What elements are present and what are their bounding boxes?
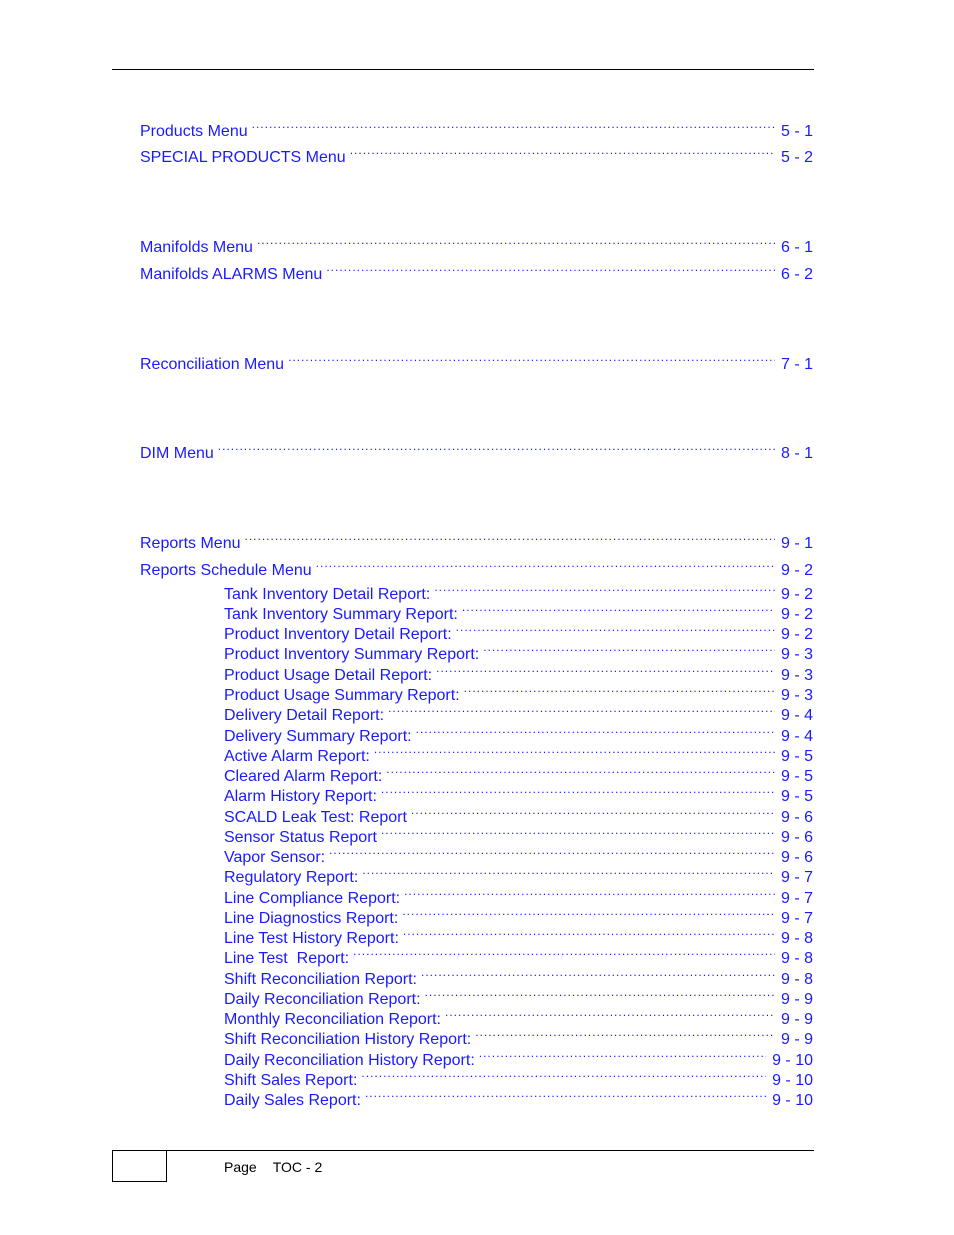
toc-entry-title: Monthly Reconciliation Report:: [224, 1011, 441, 1028]
toc-entry-title: Manifolds ALARMS Menu: [140, 266, 323, 283]
toc-entry-page: 6 - 1: [780, 239, 813, 256]
toc-entry-title: Delivery Summary Report:: [224, 728, 412, 745]
dot-leader: [329, 842, 775, 862]
toc-entry-title: Cleared Alarm Report:: [224, 768, 383, 785]
dot-leader: [434, 579, 775, 599]
toc-entry-title: Alarm History Report:: [224, 788, 377, 805]
toc-entry-title: Reports Menu: [140, 535, 241, 552]
toc-entry-title: Reconciliation Menu: [140, 356, 285, 373]
dot-leader: [218, 438, 775, 458]
toc-sub-entry[interactable]: [224, 1024, 813, 1048]
toc-entry-title: Manifolds Menu: [140, 239, 253, 256]
dot-leader: [421, 964, 775, 984]
dot-leader: [288, 349, 775, 369]
toc-sub-entry[interactable]: [224, 579, 813, 603]
toc-entry-page: 5 - 2: [780, 149, 813, 166]
toc-sub-entry[interactable]: [224, 781, 813, 805]
toc-entry-page: 5 - 1: [780, 123, 813, 140]
toc-entry-page: 9 - 10: [772, 1092, 813, 1109]
toc-entry-page: 9 - 4: [780, 707, 813, 724]
toc-sub-entry[interactable]: [224, 619, 813, 643]
toc-sub-entry[interactable]: [224, 862, 813, 886]
toc-entry-page: 9 - 2: [780, 606, 813, 623]
dot-leader: [326, 259, 775, 279]
toc-entry-title: Shift Sales Report:: [224, 1072, 358, 1089]
toc-entry-title: Line Test History Report:: [224, 930, 399, 947]
toc-entry-page: 9 - 10: [772, 1072, 813, 1089]
toc-entry-title: Product Inventory Detail Report:: [224, 626, 452, 643]
toc-entry-reconciliation-menu[interactable]: [140, 349, 813, 373]
toc-sub-entry[interactable]: [224, 700, 813, 724]
dot-leader: [350, 142, 775, 162]
toc-sub-entry[interactable]: [224, 1065, 813, 1089]
toc-entry-reports-schedule-menu[interactable]: [140, 555, 813, 579]
toc-entry-title: Shift Reconciliation Report:: [224, 971, 417, 988]
toc-entry-page: 9 - 9: [780, 991, 813, 1008]
toc-entry-page: 9 - 5: [780, 788, 813, 805]
toc-sub-entry[interactable]: [224, 984, 813, 1008]
toc-entry-title: Shift Reconciliation History Report:: [224, 1031, 472, 1048]
dot-leader: [386, 761, 775, 781]
dot-leader: [403, 923, 775, 943]
toc-entry-page: 9 - 6: [780, 809, 813, 826]
toc-entry-page: 9 - 5: [780, 768, 813, 785]
dot-leader: [402, 903, 775, 923]
toc-sub-entry[interactable]: [224, 923, 813, 947]
toc-entry-reports-menu[interactable]: [140, 528, 813, 552]
toc-entry-page: 9 - 1: [780, 535, 813, 552]
toc-entry-special-products-menu[interactable]: [140, 142, 813, 166]
toc-entry-title: Product Usage Detail Report:: [224, 667, 433, 684]
dot-leader: [353, 943, 775, 963]
dot-leader: [436, 660, 775, 680]
toc-entry-title: Active Alarm Report:: [224, 748, 370, 765]
toc-entry-title: Product Usage Summary Report:: [224, 687, 460, 704]
toc-sub-entry[interactable]: [224, 943, 813, 967]
toc-entry-page: 9 - 10: [772, 1052, 813, 1069]
dot-leader: [381, 822, 775, 842]
toc-sub-entry[interactable]: [224, 1045, 813, 1069]
toc-entry-page: 9 - 9: [780, 1031, 813, 1048]
dot-leader: [404, 883, 775, 903]
toc-entry-title: Tank Inventory Summary Report:: [224, 606, 458, 623]
dot-leader: [411, 802, 775, 822]
header-rule: [112, 69, 814, 70]
toc-sub-entry[interactable]: [224, 761, 813, 785]
dot-leader: [381, 781, 775, 801]
toc-entry-page: 8 - 1: [780, 445, 813, 462]
toc-sub-entry[interactable]: [224, 1004, 813, 1028]
toc-sub-entry[interactable]: [224, 680, 813, 704]
toc-entry-page: 9 - 3: [780, 667, 813, 684]
toc-entry-page: 9 - 6: [780, 829, 813, 846]
toc-entry-title: Regulatory Report:: [224, 869, 359, 886]
toc-entry-title: Vapor Sensor:: [224, 849, 326, 866]
dot-leader: [365, 1085, 766, 1105]
toc-entry-title: Sensor Status Report: [224, 829, 377, 846]
toc-sub-entry[interactable]: [224, 721, 813, 745]
dot-leader: [374, 741, 775, 761]
dot-leader: [462, 599, 775, 619]
toc-entry-manifolds-menu[interactable]: [140, 232, 813, 256]
toc-sub-entry[interactable]: [224, 660, 813, 684]
toc-entry-title: SPECIAL PRODUCTS Menu: [140, 149, 346, 166]
dot-leader: [479, 1045, 766, 1065]
toc-entry-title: SCALD Leak Test: Report: [224, 809, 407, 826]
toc-entry-page: 6 - 2: [780, 266, 813, 283]
toc-entry-title: Daily Sales Report:: [224, 1092, 361, 1109]
toc-sub-entry[interactable]: [224, 1085, 813, 1109]
toc-entry-title: DIM Menu: [140, 445, 214, 462]
toc-sub-entry[interactable]: [224, 964, 813, 988]
toc-entry-page: 9 - 2: [780, 562, 813, 579]
toc-entry-title: Reports Schedule Menu: [140, 562, 312, 579]
toc-sub-entry[interactable]: [224, 741, 813, 765]
dot-leader: [257, 232, 775, 252]
toc-entry-page: 9 - 9: [780, 1011, 813, 1028]
toc-entry-page: 9 - 2: [780, 586, 813, 603]
toc-sub-entry[interactable]: [224, 639, 813, 663]
toc-entry-title: Daily Reconciliation History Report:: [224, 1052, 475, 1069]
dot-leader: [362, 862, 775, 882]
dot-leader: [388, 700, 775, 720]
toc-entry-page: 9 - 3: [780, 646, 813, 663]
dot-leader: [245, 528, 775, 548]
toc-entry-products-menu[interactable]: [140, 116, 813, 140]
toc-entry-title: Delivery Detail Report:: [224, 707, 385, 724]
page-number: TOC - 2: [272, 1159, 323, 1175]
page-footer: [224, 1159, 322, 1175]
toc-entry-page: 9 - 2: [780, 626, 813, 643]
page-number-box: [112, 1150, 167, 1182]
dot-leader: [316, 555, 775, 575]
toc-entry-title: Line Compliance Report:: [224, 890, 401, 907]
dot-leader: [416, 721, 775, 741]
toc-entry-page: 9 - 7: [780, 890, 813, 907]
toc-entry-page: 9 - 7: [780, 910, 813, 927]
toc-entry-page: 9 - 4: [780, 728, 813, 745]
toc-entry-title: Daily Reconciliation Report:: [224, 991, 421, 1008]
toc-entry-title: Products Menu: [140, 123, 248, 140]
dot-leader: [456, 619, 775, 639]
toc-entry-page: 9 - 5: [780, 748, 813, 765]
toc-entry-page: 9 - 8: [780, 950, 813, 967]
toc-entry-page: 9 - 6: [780, 849, 813, 866]
dot-leader: [252, 116, 775, 136]
toc-entry-page: 9 - 8: [780, 971, 813, 988]
toc-sub-entry[interactable]: [224, 599, 813, 623]
dot-leader: [464, 680, 775, 700]
toc-sub-entry[interactable]: [224, 802, 813, 826]
toc-sub-entry[interactable]: [224, 842, 813, 866]
footer-rule: [112, 1150, 814, 1151]
dot-leader: [425, 984, 775, 1004]
toc-entry-page: 9 - 3: [780, 687, 813, 704]
toc-entry-dim-menu[interactable]: [140, 438, 813, 462]
toc-entry-title: Product Inventory Summary Report:: [224, 646, 480, 663]
dot-leader: [361, 1065, 766, 1085]
page-label: Page: [224, 1159, 257, 1175]
dot-leader: [475, 1024, 775, 1044]
dot-leader: [483, 639, 775, 659]
toc-entry-title: Tank Inventory Detail Report:: [224, 586, 431, 603]
toc-entry-page: 7 - 1: [780, 356, 813, 373]
dot-leader: [445, 1004, 775, 1024]
toc-sub-entry[interactable]: [224, 903, 813, 927]
toc-entry-page: 9 - 7: [780, 869, 813, 886]
toc-entry-title: Line Diagnostics Report:: [224, 910, 399, 927]
toc-entry-manifolds-alarms-menu[interactable]: [140, 259, 813, 283]
toc-entry-page: 9 - 8: [780, 930, 813, 947]
toc-entry-title: Line Test Report:: [224, 950, 350, 967]
toc-sub-entry[interactable]: [224, 883, 813, 907]
toc-sub-entry[interactable]: [224, 822, 813, 846]
